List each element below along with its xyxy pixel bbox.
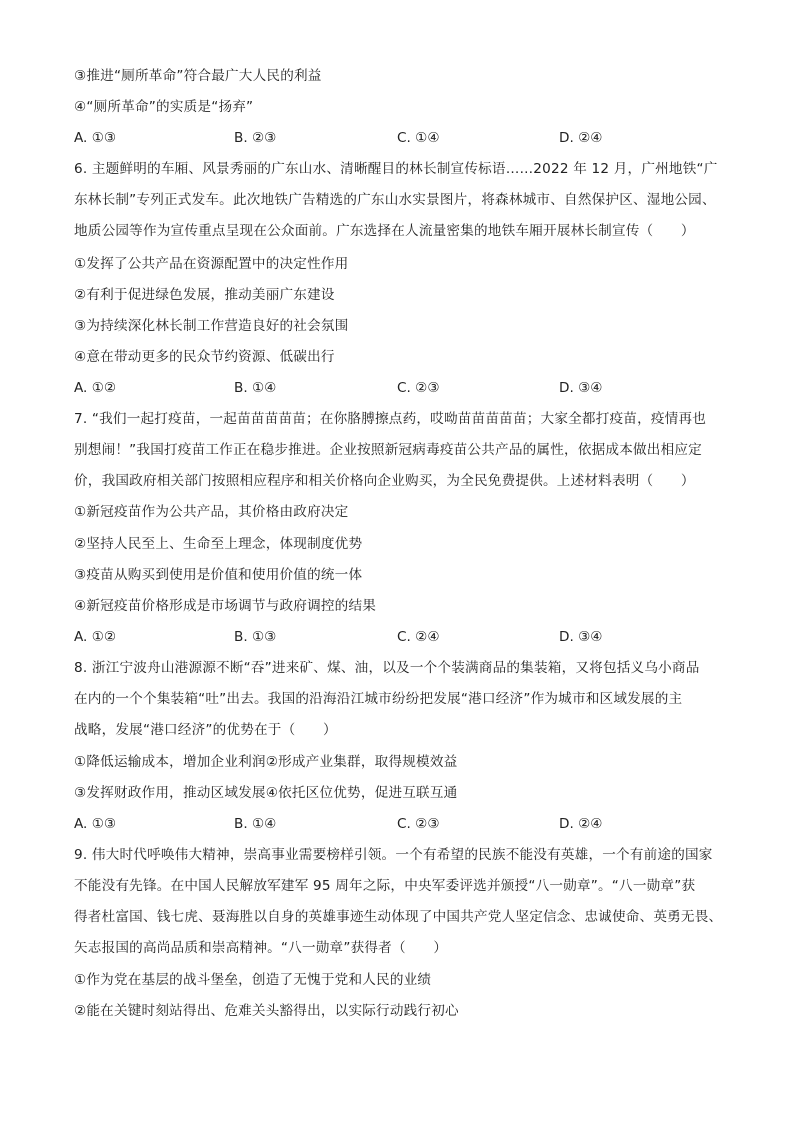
q5-option-a[interactable]: A. ①③ [74, 130, 117, 146]
q8-option-b[interactable]: B. ①④ [234, 816, 277, 832]
q6-option-d[interactable]: D. ③④ [559, 380, 603, 396]
q6-option-c[interactable]: C. ②③ [397, 380, 440, 396]
q5-option-c[interactable]: C. ①④ [397, 130, 440, 146]
q8-stem-line-2: 在内的一个个集装箱“吐”出去。我国的沿海沿江城市纷纷把发展“港口经济”作为城市和区域发展的主 [74, 691, 683, 707]
q8-stem-line-3: 战略，发展“港口经济”的优势在于（ ） [74, 722, 337, 738]
q5-option-d[interactable]: D. ②④ [559, 130, 603, 146]
q8-stem-line-1: 8. 浙江宁波舟山港源源不断“吞”进来矿、煤、油，以及一个个装满商品的集装箱，又将包括义乌小商品 [74, 660, 700, 676]
q8-option-d[interactable]: D. ②④ [559, 816, 603, 832]
q9-stem-line-4: 矢志报国的高尚品质和崇高精神。“八一勋章”获得者（ ） [74, 940, 448, 956]
q6-stem-line-2: 东林长制”专列正式发车。此次地铁广告精选的广东山水实景图片，将森林城市、自然保护区、湿地公园、 [74, 192, 716, 208]
q6-option-a[interactable]: A. ①② [74, 380, 117, 396]
q6-statement-1: ①发挥了公共产品在资源配置中的决定性作用 [74, 256, 349, 272]
q7-option-c[interactable]: C. ②④ [397, 629, 440, 645]
q8-statement-3-4: ③发挥财政作用，推动区域发展④依托区位优势，促进互联互通 [74, 785, 458, 801]
q9-stem-line-2: 不能没有先锋。在中国人民解放军建军 95 周年之际，中央军委评选并颁授“八一勋章”。“八一勋章”获 [74, 878, 696, 894]
q8-option-a[interactable]: A. ①③ [74, 816, 117, 832]
q7-statement-2: ②坚持人民至上、生命至上理念，体现制度优势 [74, 536, 363, 552]
q7-statement-1: ①新冠疫苗作为公共产品，其价格由政府决定 [74, 504, 349, 520]
q6-stem-line-3: 地质公园等作为宣传重点呈现在公众面前。广东选择在人流量密集的地铁车厢开展林长制宣传（ ） [74, 223, 695, 239]
q7-stem-line-1: 7. “我们一起打疫苗，一起苗苗苗苗苗；在你胳膊擦点药，哎呦苗苗苗苗苗；大家全都打疫苗，疫情再也 [74, 411, 707, 427]
q8-statement-1-2: ①降低运输成本，增加企业利润②形成产业集群，取得规模效益 [74, 754, 458, 770]
q6-option-b[interactable]: B. ①④ [234, 380, 277, 396]
q6-statement-3: ③为持续深化林长制工作营造良好的社会氛围 [74, 318, 349, 334]
q7-stem-line-3: 价，我国政府相关部门按照相应程序和相关价格向企业购买，为全民免费提供。上述材料表明（ ） [74, 473, 695, 489]
q8-option-c[interactable]: C. ②③ [397, 816, 440, 832]
q9-statement-2: ②能在关键时刻站得出、危难关头豁得出，以实际行动践行初心 [74, 1003, 459, 1019]
q7-statement-3: ③疫苗从购买到使用是价值和使用价值的统一体 [74, 567, 363, 583]
q7-option-b[interactable]: B. ①③ [234, 629, 277, 645]
q8-options [74, 814, 734, 834]
q7-stem-line-2: 别想闹！”我国打疫苗工作正在稳步推进。企业按照新冠病毒疫苗公共产品的属性，依据成本做出相应定 [74, 442, 702, 458]
q7-option-a[interactable]: A. ①② [74, 629, 117, 645]
q6-statement-4: ④意在带动更多的民众节约资源、低碳出行 [74, 349, 335, 365]
q7-options [74, 627, 734, 647]
q9-stem-line-3: 得者杜富国、钱七虎、聂海胜以自身的英雄事迹生动体现了中国共产党人坚定信念、忠诚使命、英勇无畏、 [74, 909, 723, 925]
q9-statement-1: ①作为党在基层的战斗堡垒，创造了无愧于党和人民的业绩 [74, 972, 432, 988]
q6-statement-2: ②有利于促进绿色发展，推动美丽广东建设 [74, 287, 335, 303]
q6-options [74, 378, 734, 398]
q9-stem-line-1: 9. 伟大时代呼唤伟大精神，崇高事业需要榜样引领。一个有希望的民族不能没有英雄，一个有前途的国家 [74, 847, 713, 863]
q5-options [74, 128, 734, 148]
q7-option-d[interactable]: D. ③④ [559, 629, 603, 645]
q7-statement-4: ④新冠疫苗价格形成是市场调节与政府调控的结果 [74, 598, 377, 614]
q5-statement-3: ③推进“厕所革命”符合最广大人民的利益 [74, 68, 322, 84]
q6-stem-line-1: 6. 主题鲜明的车厢、风景秀丽的广东山水、清晰醒目的林长制宣传标语……2022 年 12 月，广州地铁“广 [74, 161, 718, 177]
q5-option-b[interactable]: B. ②③ [234, 130, 277, 146]
q5-statement-4: ④“厕所革命”的实质是“扬弃” [74, 99, 254, 115]
